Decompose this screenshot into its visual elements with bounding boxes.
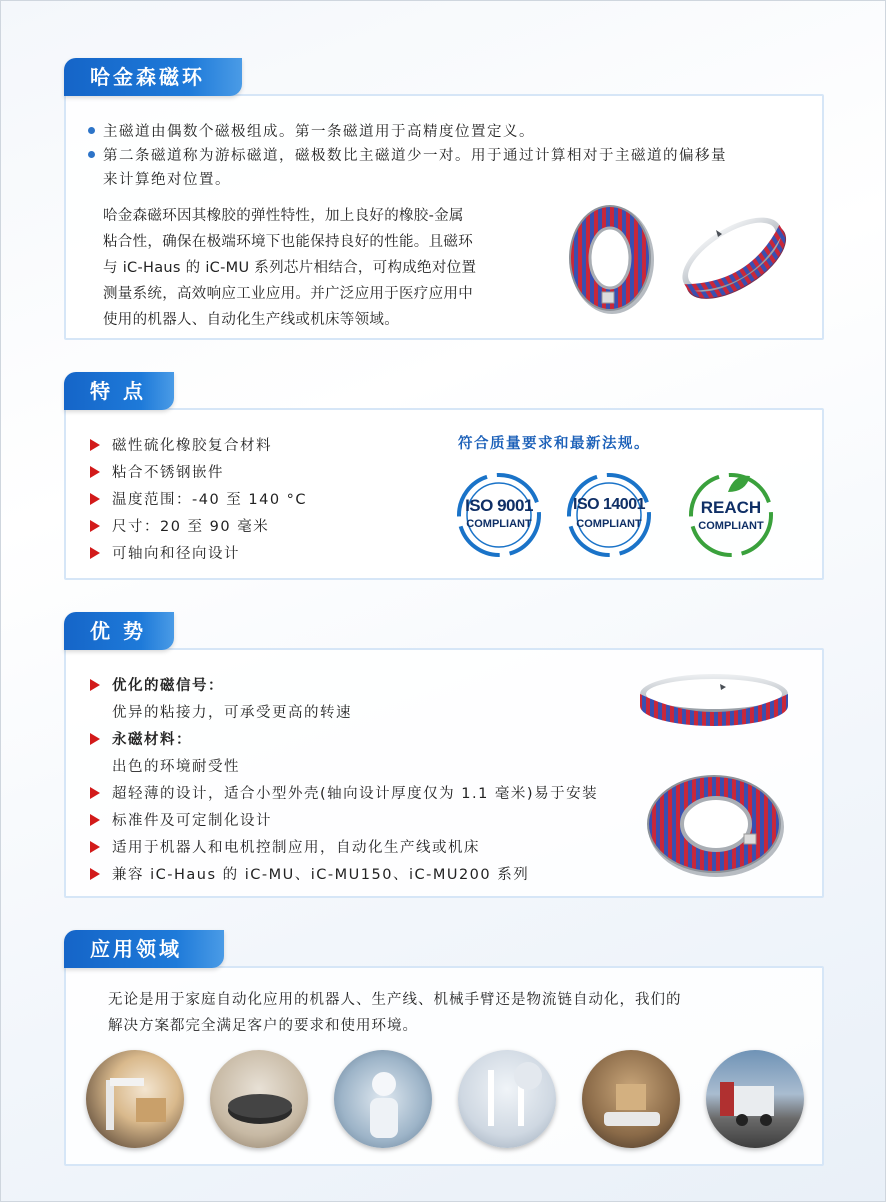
robot-arm-boxes-photo bbox=[86, 1050, 184, 1148]
intro-paragraph-line: 使用的机器人、自动化生产线或机床等领域。 bbox=[103, 312, 399, 328]
arrow-right-icon bbox=[90, 787, 100, 799]
arrow-right-icon bbox=[90, 868, 100, 880]
advantage-item: 标准件及可定制化设计 bbox=[90, 809, 272, 830]
section-title-applications: 应用领域 bbox=[64, 930, 224, 968]
intro-paragraph-line: 粘合性，确保在极端环境下也能保持良好的性能。且磁环 bbox=[103, 234, 473, 250]
arrow-right-icon bbox=[90, 547, 100, 559]
feature-item: 磁性硫化橡胶复合材料 bbox=[90, 434, 272, 455]
bullet-line-1: 主磁道由偶数个磁极组成。第一条磁道用于高精度位置定义。 bbox=[88, 120, 535, 141]
section-magnetic-ring bbox=[64, 94, 824, 340]
iso-14001-seal-icon bbox=[566, 472, 652, 558]
applications-paragraph-line: 解决方案都完全满足客户的要求和使用环境。 bbox=[108, 1018, 418, 1034]
logistics-robot-photo bbox=[582, 1050, 680, 1148]
robot-vacuum-photo bbox=[210, 1050, 308, 1148]
advantage-item: 超轻薄的设计，适合小型外壳(轴向设计厚度仅为 1.1 毫米)易于安装 bbox=[90, 782, 598, 803]
arrow-right-icon bbox=[90, 679, 100, 691]
compliance-heading: 符合质量要求和最新法规。 bbox=[458, 436, 650, 452]
section-title-features: 特 点 bbox=[64, 372, 174, 410]
advantage-item: 适用于机器人和电机控制应用，自动化生产线或机床 bbox=[90, 836, 480, 857]
flat-magnetic-ring-image bbox=[562, 200, 662, 320]
bullet-line-2: 第二条磁道称为游标磁道，磁极数比主磁道少一对。用于通过计算相对于主磁道的偏移量 bbox=[88, 144, 727, 165]
arrow-right-icon bbox=[90, 520, 100, 532]
humanoid-robot-photo bbox=[334, 1050, 432, 1148]
arrow-right-icon bbox=[90, 493, 100, 505]
arrow-right-icon bbox=[90, 841, 100, 853]
advantage-desc: 优异的粘接力，可承受更高的转速 bbox=[112, 705, 352, 721]
arrow-right-icon bbox=[90, 733, 100, 745]
iso-14001-badge: ISO 14001 COMPLIANT bbox=[566, 472, 652, 558]
section-title-advantages: 优 势 bbox=[64, 612, 174, 650]
radial-magnetic-ring-image bbox=[676, 204, 792, 312]
arrow-right-icon bbox=[90, 814, 100, 826]
arrow-right-icon bbox=[90, 466, 100, 478]
surgical-robot-photo bbox=[458, 1050, 556, 1148]
feature-item: 尺寸：20 至 90 毫米 bbox=[90, 515, 269, 536]
section-features bbox=[64, 408, 824, 580]
feature-item: 可轴向和径向设计 bbox=[90, 542, 240, 563]
axial-magnetic-ring-image bbox=[644, 772, 786, 878]
section-title-magnetic-ring: 哈金森磁环 bbox=[64, 58, 242, 96]
bullet-dot-icon bbox=[88, 127, 95, 134]
feature-item: 粘合不锈钢嵌件 bbox=[90, 461, 224, 482]
intro-paragraph-line: 哈金森磁环因其橡胶的弹性特性，加上良好的橡胶-金属 bbox=[103, 208, 464, 224]
advantage-item: 永磁材料： bbox=[90, 728, 192, 749]
feature-item: 温度范围：-40 至 140 °C bbox=[90, 488, 307, 509]
applications-paragraph-line: 无论是用于家庭自动化应用的机器人、生产线、机械手臂还是物流链自动化，我们的 bbox=[108, 992, 682, 1008]
section-advantages bbox=[64, 648, 824, 898]
arrow-right-icon bbox=[90, 439, 100, 451]
reach-badge: REACH COMPLIANT bbox=[688, 472, 774, 558]
intro-paragraph-line: 测量系统，高效响应工业应用。并广泛应用于医疗应用中 bbox=[103, 286, 473, 302]
bullet-dot-icon bbox=[88, 151, 95, 158]
section-applications bbox=[64, 966, 824, 1166]
iso-9001-badge: ISO 9001 COMPLIANT bbox=[456, 472, 542, 558]
band-magnetic-ring-image bbox=[638, 672, 790, 730]
autonomous-truck-photo bbox=[706, 1050, 804, 1148]
advantage-item: 兼容 iC-Haus 的 iC-MU、iC-MU150、iC-MU200 系列 bbox=[90, 863, 529, 884]
advantage-item: 优化的磁信号： bbox=[90, 674, 224, 695]
advantage-desc: 出色的环境耐受性 bbox=[112, 759, 240, 775]
intro-paragraph-line: 与 iC-Haus 的 iC-MU 系列芯片相结合，可构成绝对位置 bbox=[103, 260, 477, 276]
bullet-line-2-cont: 来计算绝对位置。 bbox=[103, 172, 231, 188]
